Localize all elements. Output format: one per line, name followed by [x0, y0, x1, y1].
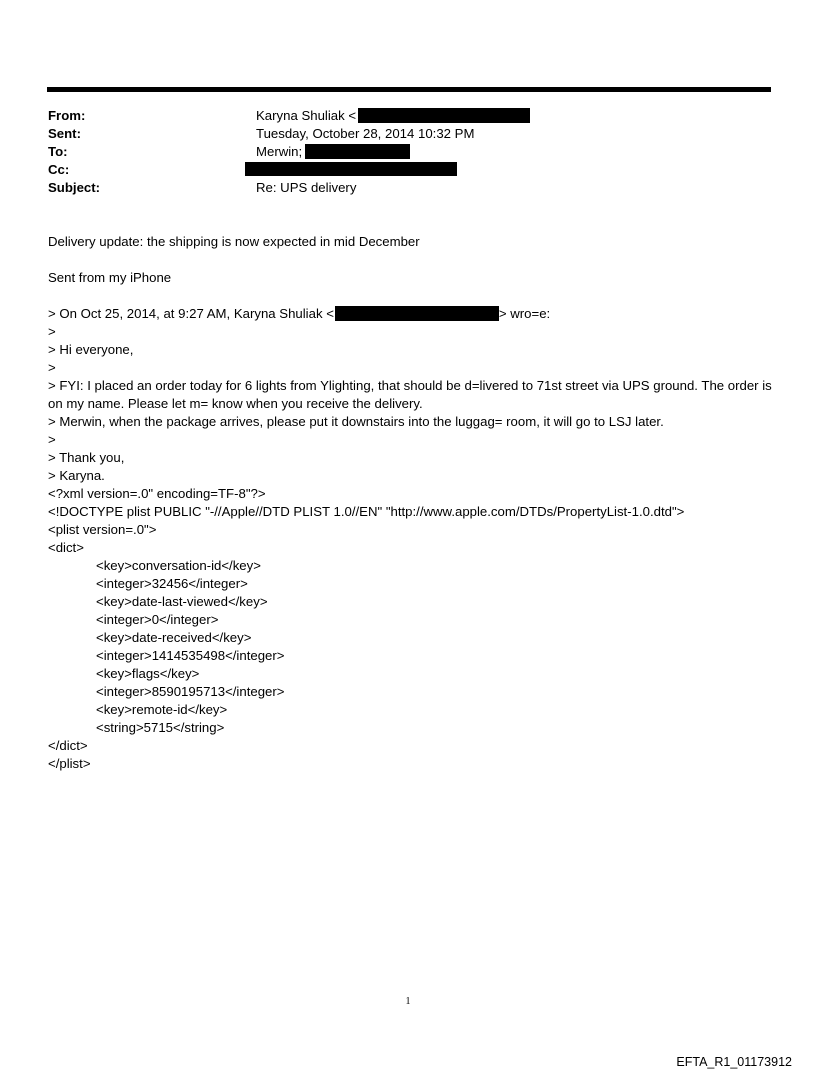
- sent-row: [48, 125, 768, 143]
- quote-name: > Karyna.: [48, 468, 105, 483]
- dict-open: <dict>: [48, 540, 84, 555]
- plist-entry: <key>date-last-viewed</key>: [96, 594, 268, 609]
- quote-fyi: > FYI: I placed an order today for 6 lights from Ylighting, that should be d=livered to 71st street via UPS ground. The order is on my name. Please let m= know when you receive the delivery.: [48, 378, 772, 411]
- subject-label: Subject:: [48, 180, 101, 195]
- cc-label: Cc:: [48, 162, 70, 177]
- quote-line: >: [48, 360, 56, 375]
- dict-close: </dict>: [48, 738, 88, 753]
- quote-thanks: > Thank you,: [48, 450, 125, 465]
- plist-entry: <integer>8590195713</integer>: [96, 684, 285, 699]
- signature-text: Sent from my iPhone: [48, 270, 172, 285]
- quote-intro-end: > wro=e:: [498, 306, 551, 321]
- delivery-update-text: Delivery update: the shipping is now expected in mid December: [48, 234, 420, 249]
- subject-value: Re: UPS delivery: [256, 180, 357, 195]
- to-name: Merwin;: [256, 144, 303, 159]
- quote-intro: [48, 305, 778, 323]
- to-row: [48, 143, 768, 161]
- to-value: [256, 143, 410, 161]
- sent-value: Tuesday, October 28, 2014 10:32 PM: [256, 126, 475, 141]
- from-row: [48, 107, 768, 125]
- plist-entry: <key>date-received</key>: [96, 630, 252, 645]
- quote-merwin: > Merwin, when the package arrives, please put it downstairs into the luggag= room, it will go to LSJ later.: [48, 414, 664, 429]
- redaction-box: [245, 162, 457, 176]
- quote-greeting: > Hi everyone,: [48, 342, 134, 357]
- redaction-box: [305, 144, 410, 159]
- plist-doctype: <!DOCTYPE plist PUBLIC "-//Apple//DTD PLIST 1.0//EN" "http://www.apple.com/DTDs/PropertyList-1.0.dtd">: [48, 504, 685, 519]
- plist-entry: <integer>1414535498</integer>: [96, 648, 285, 663]
- top-divider: [47, 87, 771, 92]
- plist-entry: <string>5715</string>: [96, 720, 225, 735]
- sent-label: Sent:: [48, 126, 81, 141]
- to-label: To:: [48, 144, 68, 159]
- plist-entry: <key>conversation-id</key>: [96, 558, 261, 573]
- plist-open: <plist version=.0">: [48, 522, 157, 537]
- plist-xml-decl: <?xml version=.0" encoding=TF-8"?>: [48, 486, 266, 501]
- quote-line: >: [48, 432, 56, 447]
- quote-line: >: [48, 324, 56, 339]
- document-id: EFTA_R1_01173912: [676, 1055, 792, 1069]
- plist-entry: <key>remote-id</key>: [96, 702, 228, 717]
- redaction-box: [335, 306, 499, 321]
- cc-row: [48, 161, 768, 179]
- from-name: Karyna Shuliak <: [256, 108, 357, 123]
- email-body: [48, 233, 778, 773]
- from-value: [256, 107, 530, 125]
- redaction-box: [358, 108, 530, 123]
- plist-entry: <key>flags</key>: [96, 666, 200, 681]
- from-label: From:: [48, 108, 86, 123]
- subject-row: [48, 179, 768, 197]
- plist-close: </plist>: [48, 756, 91, 771]
- page-number: 1: [405, 996, 411, 1007]
- plist-entry: <integer>32456</integer>: [96, 576, 248, 591]
- plist-entry: <integer>0</integer>: [96, 612, 219, 627]
- quote-intro-text: > On Oct 25, 2014, at 9:27 AM, Karyna Shuliak <: [48, 306, 334, 321]
- email-header: [48, 107, 768, 197]
